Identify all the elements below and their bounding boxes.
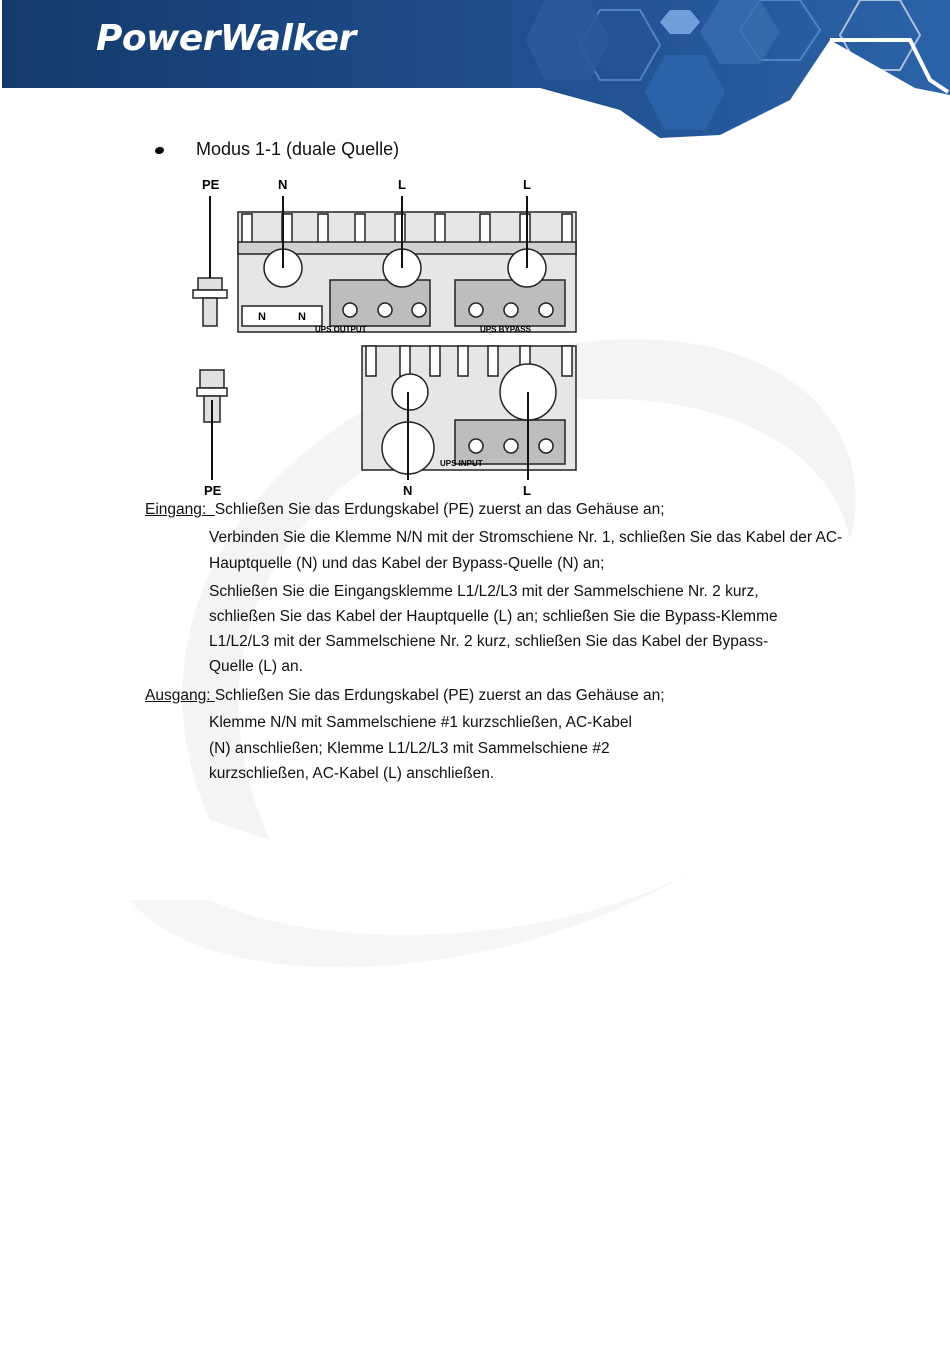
- input-paragraph-1: [209, 525, 889, 576]
- section-title: Modus 1-1 (duale Quelle): [196, 139, 400, 159]
- input-p2-line-2: schließen Sie das Kabel der Hauptquelle (L) an; schließen Sie die Bypass-Klemme: [209, 608, 778, 625]
- input-p2-line-3: L1/L2/L3 mit der Sammelschiene Nr. 2 kurz, schließen Sie das Kabel der Bypass-: [209, 633, 769, 650]
- output-bypass-terminal-block: [238, 212, 576, 332]
- input-p1-line-2: Hauptquelle (N) und das Kabel der Bypass-Quelle (N) an;: [209, 554, 605, 572]
- output-first-line: Schließen Sie das Erdungskabel (PE) zuerst an das Gehäuse an;: [214, 687, 665, 704]
- brand-logo: PowerWalker: [96, 18, 356, 59]
- input-paragraph-2: [209, 579, 889, 679]
- label-bottom-n: N: [403, 483, 413, 498]
- label-top-n: N: [278, 177, 288, 192]
- section-heading: [155, 139, 399, 160]
- label-top-pe: PE: [202, 177, 220, 192]
- input-label: Eingang:: [145, 501, 207, 518]
- input-line: [145, 497, 665, 523]
- label-bottom-l: L: [523, 483, 531, 498]
- strip-label-bypass: UPS BYPASS: [480, 325, 531, 334]
- label-bottom-pe: PE: [204, 483, 222, 498]
- input-terminal-block: [362, 346, 576, 474]
- output-line: [145, 683, 665, 709]
- terminal-mark-n1: N: [258, 311, 266, 323]
- output-line-2: (N) anschließen; Klemme L1/L2/L3 mit Sammelschiene #2: [209, 739, 610, 757]
- input-first-line: Schließen Sie das Erdungskabel (PE) zuerst an das Gehäuse an;: [214, 501, 665, 518]
- strip-label-input: UPS INPUT: [440, 459, 483, 468]
- pe-bolt-top: [193, 278, 227, 326]
- output-paragraph: [209, 710, 889, 787]
- input-p2-line-1: Schließen Sie die Eingangsklemme L1/L2/L3 mit der Sammelschiene Nr. 2 kurz,: [209, 583, 759, 600]
- input-p2-line-4: Quelle (L) an.: [209, 658, 303, 675]
- bullet-icon: [154, 146, 165, 155]
- page-header: [0, 0, 950, 140]
- wiring-diagram: [190, 170, 585, 500]
- output-line-3: kurzschließen, AC-Kabel (L) anschließen.: [209, 765, 495, 782]
- label-top-l1: L: [398, 177, 406, 192]
- output-label: Ausgang:: [145, 687, 211, 704]
- input-p1-line-1: Verbinden Sie die Klemme N/N mit der Stromschiene Nr. 1, schließen Sie das Kabel der AC-: [209, 529, 843, 546]
- label-top-l2: L: [523, 177, 531, 192]
- strip-label-output: UPS OUTPUT: [315, 325, 367, 334]
- output-line-1: Klemme N/N mit Sammelschiene #1 kurzschließen, AC-Kabel: [209, 714, 632, 731]
- terminal-mark-n2: N: [298, 311, 306, 323]
